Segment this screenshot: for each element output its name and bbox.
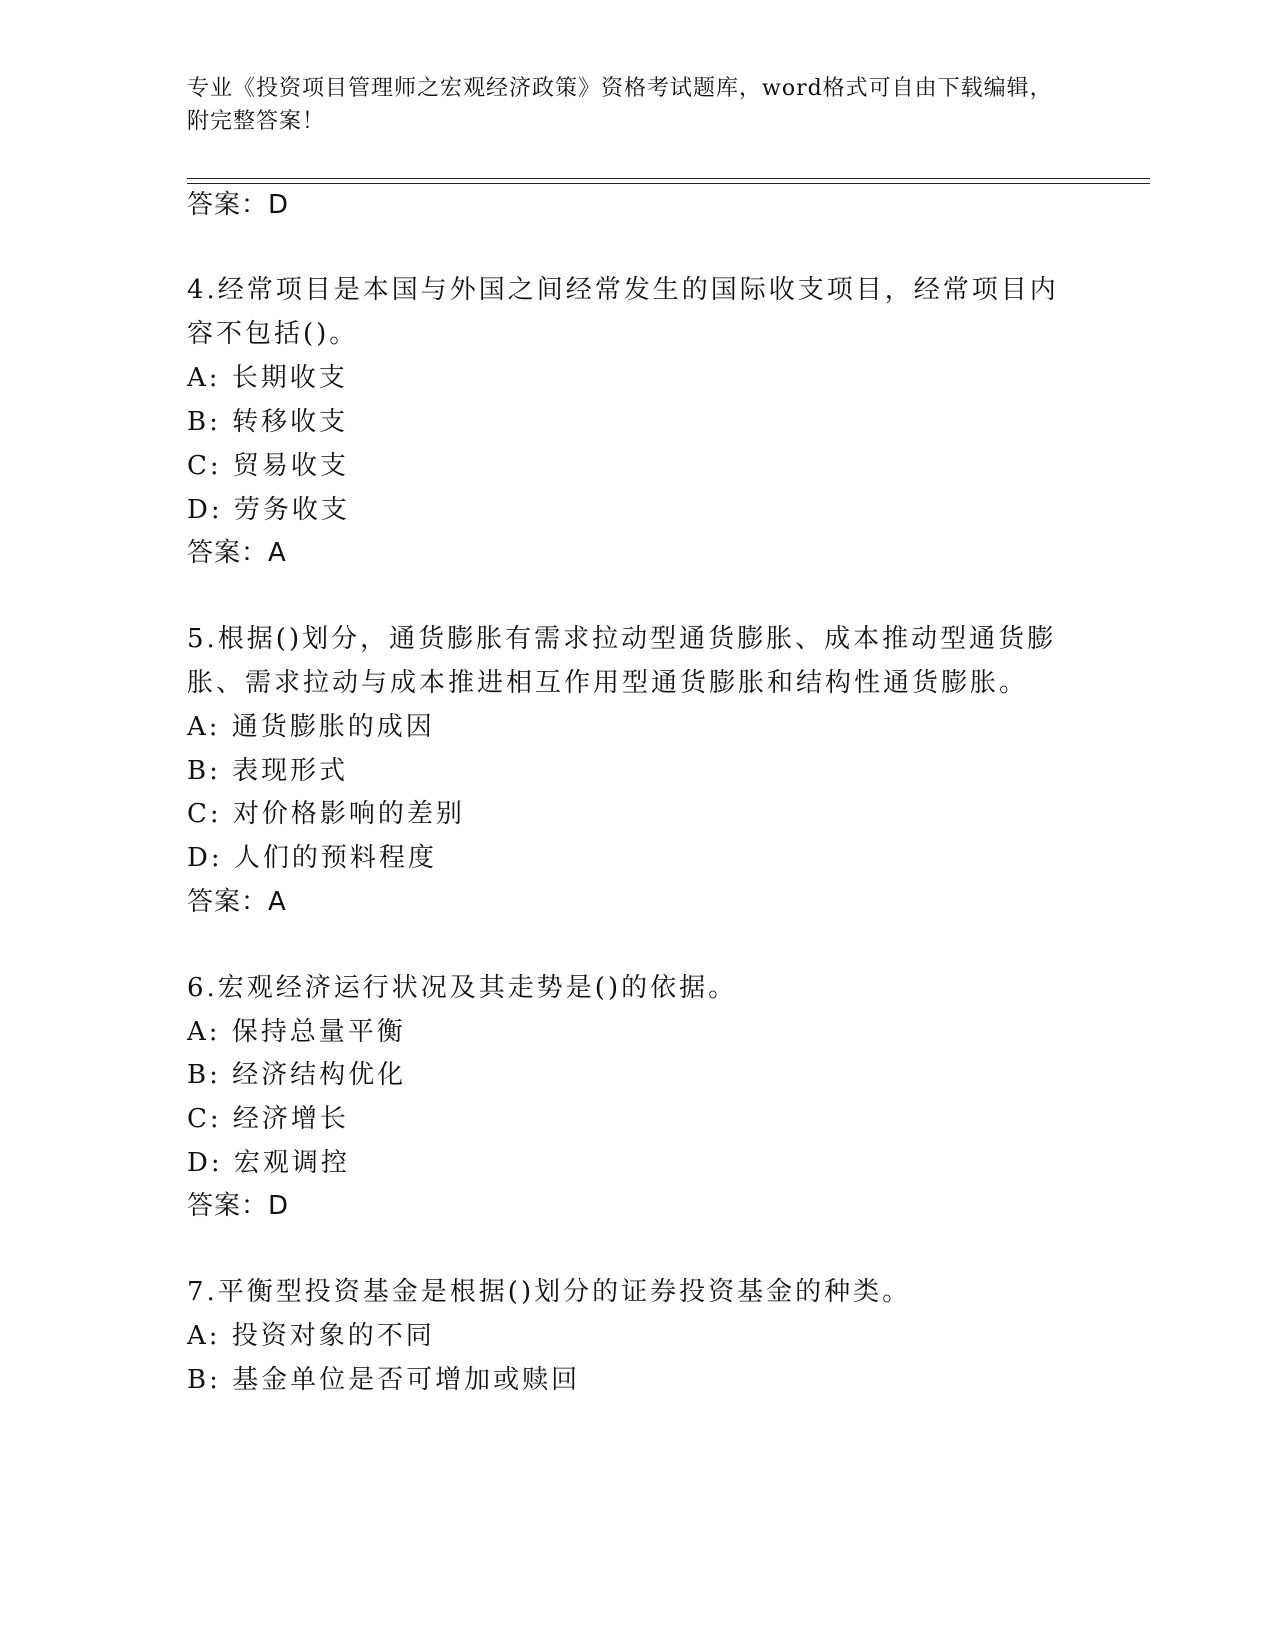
question-6-answer: 答案：D <box>187 1191 290 1221</box>
answer-previous: 答案：D <box>187 190 290 220</box>
question-4-stem-line2: 容不包括()。 <box>187 319 359 349</box>
question-4-option-c: C: 贸易收支 <box>187 451 349 481</box>
question-4-option-a: A: 长期收支 <box>187 363 348 393</box>
question-6-option-b: B: 经济结构优化 <box>187 1060 407 1090</box>
question-5-option-a: A: 通货膨胀的成因 <box>187 712 435 742</box>
header-divider-top <box>187 178 1150 179</box>
question-6-stem-line1: 6.宏观经济运行状况及其走势是()的依据。 <box>187 973 738 1003</box>
question-5-option-c: C: 对价格影响的差别 <box>187 799 465 829</box>
header-divider-bottom <box>187 183 1150 184</box>
question-6-option-c: C: 经济增长 <box>187 1104 349 1134</box>
question-5-option-d: D: 人们的预料程度 <box>187 843 437 873</box>
question-4-option-d: D: 劳务收支 <box>187 495 350 525</box>
document-header: 专业《投资项目管理师之宏观经济政策》资格考试题库，word格式可自由下载编辑，附完整答案！ <box>187 76 1053 134</box>
question-7-option-b: B: 基金单位是否可增加或赎回 <box>187 1365 581 1395</box>
question-6-option-a: A: 保持总量平衡 <box>187 1017 406 1047</box>
question-7-option-a: A: 投资对象的不同 <box>187 1321 435 1351</box>
question-6-option-d: D: 宏观调控 <box>187 1148 350 1178</box>
question-5-option-b: B: 表现形式 <box>187 756 349 786</box>
question-4-stem-line1: 4.经常项目是本国与外国之间经常发生的国际收支项目，经常项目内 <box>187 275 1059 305</box>
question-4-option-b: B: 转移收支 <box>187 407 349 437</box>
question-5-stem-line1: 5.根据()划分，通货膨胀有需求拉动型通货膨胀、成本推动型通货膨 <box>187 624 1057 654</box>
question-5-answer: 答案：A <box>187 887 287 917</box>
question-7-stem-line1: 7.平衡型投资基金是根据()划分的证券投资基金的种类。 <box>187 1277 912 1307</box>
question-5-stem-line2: 胀、需求拉动与成本推进相互作用型通货膨胀和结构性通货膨胀。 <box>187 668 1029 698</box>
question-4-answer: 答案：A <box>187 538 287 568</box>
